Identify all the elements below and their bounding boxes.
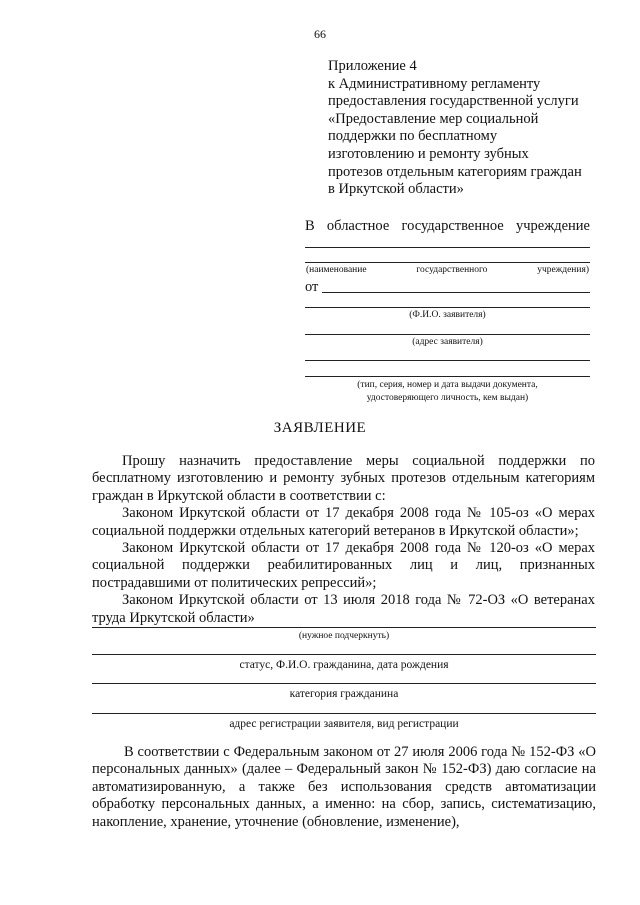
law-paragraph: Законом Иркутской области от 13 июля 2018 года № 72-ОЗ «О ветеранах труда Иркутской области» <box>92 592 595 626</box>
law-paragraph: Законом Иркутской области от 17 декабря 2008 года № 120-оз «О мерах социальной поддержки реабилитированных лиц и лиц, признанных пострадавшими от политических репрессий»; <box>92 540 595 591</box>
status-caption: статус, Ф.И.О. гражданина, дата рождения <box>239 659 449 671</box>
institution-line <box>305 262 590 263</box>
appendix-line: изготовлению и ремонту зубных <box>328 145 529 162</box>
caption-part: (наименование <box>306 265 367 275</box>
name-line <box>305 307 590 308</box>
status-line <box>92 654 596 655</box>
institution-caption <box>306 265 589 275</box>
appendix-line: к Административному регламенту <box>328 75 541 92</box>
appendix-line: в Иркутской области» <box>328 181 464 198</box>
document-line <box>305 376 590 377</box>
page-title: ЗАЯВЛЕНИЕ <box>273 420 367 436</box>
appendix-line: Приложение 4 <box>328 58 417 74</box>
appendix-line: «Предоставление мер социальной <box>328 110 539 127</box>
category-caption: категория гражданина <box>289 688 399 700</box>
appendix-block <box>328 58 618 199</box>
request-body <box>92 453 595 627</box>
consent-paragraph <box>92 744 596 831</box>
address-line <box>305 360 590 361</box>
registration-caption: адрес регистрации заявителя, вид регистрации <box>229 718 459 730</box>
addressee-label: В областное государственное учреждение <box>305 218 590 234</box>
underline-note: (нужное подчеркнуть) <box>298 631 390 641</box>
registration-line <box>92 713 596 714</box>
law-underline <box>92 627 596 628</box>
address-line <box>305 334 590 335</box>
category-line <box>92 683 596 684</box>
document-caption: удостоверяющего личность, кем выдан) <box>366 393 529 403</box>
appendix-line: протезов отдельным категориям граждан <box>328 163 582 180</box>
caption-part: государственного <box>416 265 488 275</box>
consent-text: В соответствии с Федеральным законом от 27 июля 2006 года № 152-ФЗ «О персональных данных» (далее – Федеральный закон № 152-ФЗ) даю согласие на автоматизированную, а также без использования средств автоматизации обработку персональных данных, а именно: на сбор, запись, систематизацию, накопление, хранение, уточнение (обновление, изменение), <box>92 744 596 830</box>
institution-line <box>305 247 590 248</box>
from-label: от <box>305 279 319 295</box>
name-line <box>322 292 590 293</box>
page-number: 66 <box>314 27 326 41</box>
request-paragraph: Прошу назначить предоставление меры социальной поддержки по бесплатному изготовлению и ремонту зубных протезов отдельным категориям граждан в Иркутской области в соответствии с: <box>92 453 595 504</box>
law-paragraph: Законом Иркутской области от 17 декабря 2008 года № 105-оз «О мерах социальной поддержки отдельных категорий ветеранов в Иркутской области»; <box>92 505 595 539</box>
caption-part: учреждения) <box>537 265 589 275</box>
appendix-line: предоставления государственной услуги <box>328 93 579 110</box>
address-caption: (адрес заявителя) <box>412 337 483 347</box>
name-caption: (Ф.И.О. заявителя) <box>409 310 486 320</box>
document-caption: (тип, серия, номер и дата выдачи документа, <box>357 380 538 390</box>
appendix-line: поддержки по бесплатному <box>328 128 498 145</box>
